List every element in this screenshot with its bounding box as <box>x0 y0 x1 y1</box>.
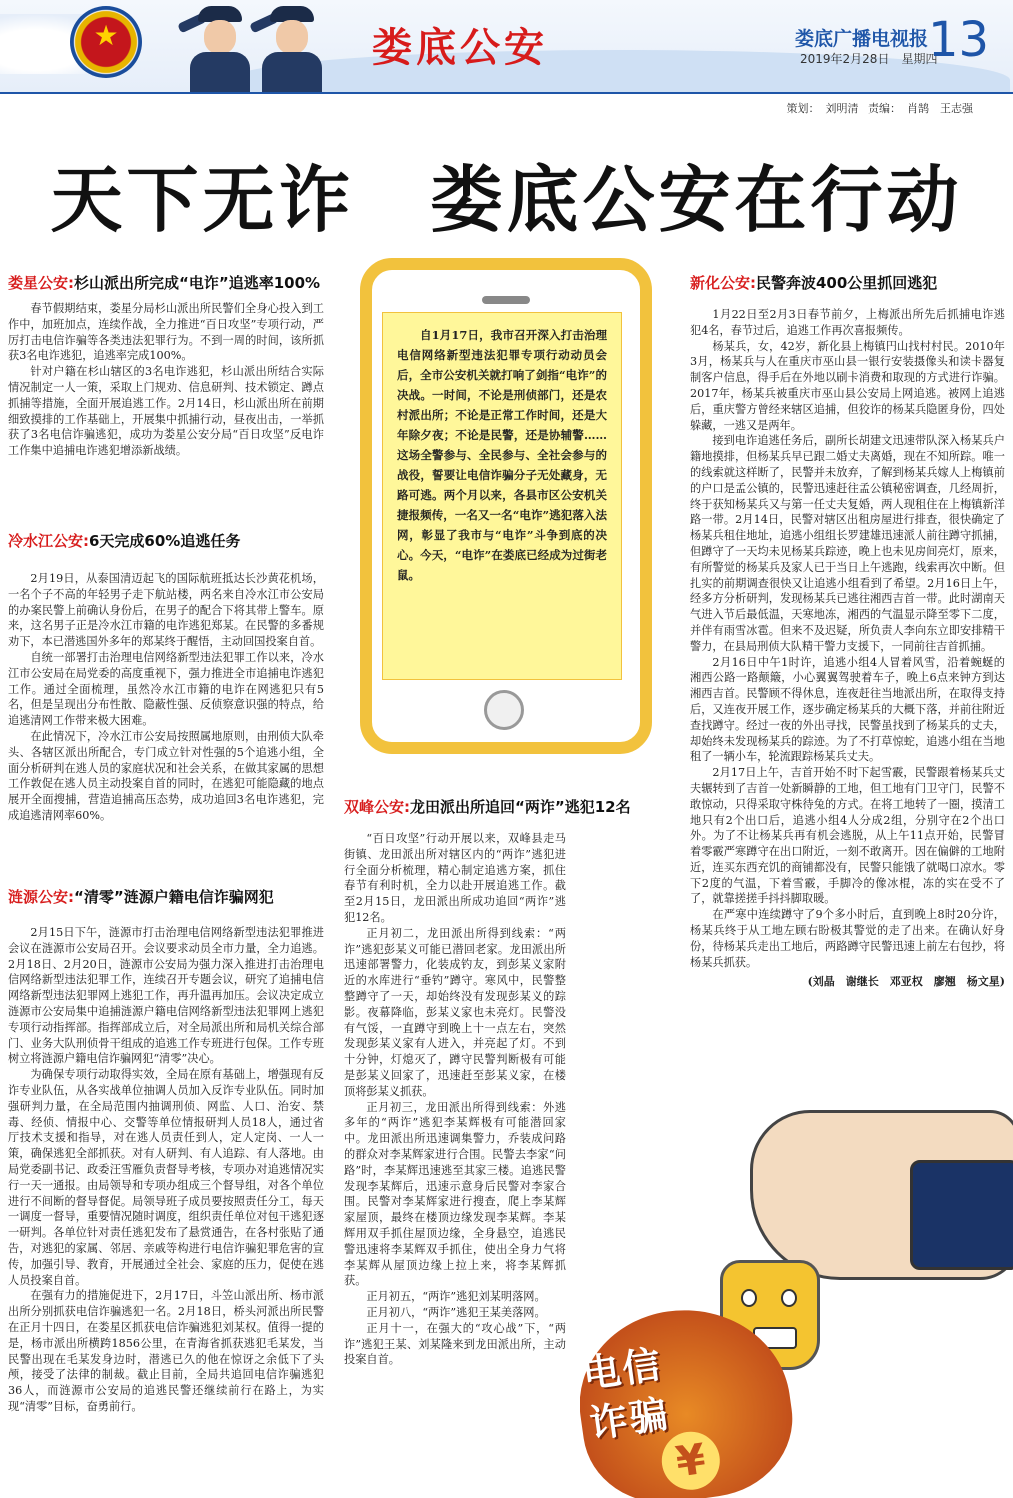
intro-paragraph: 自1月17日，我市召开深入打击治理电信网络新型违法犯罪专项行动动员会后，全市公安机关就打响了剑指“电诈”的决战。一时间，不论是刑侦部门，还是农村派出所；不论是正常工作时间，还是大年除夕夜；不论是民警，还是协辅警……这场全警参与、全民参与、全社会参与的战役，誓要让电信诈骗分子无处藏身，无路可逃。两个月以来，各县市区公安机关捷报频传，一名又一名“电诈”逃犯落入法网，彰显了我市与“电诈”斗争到底的决心。今天，“电诈”在娄底已经成为过街老鼠。 <box>397 328 607 582</box>
paragraph: 正月初三，龙田派出所得到线索：外逃多年的“两诈”逃犯李某辉极有可能潜回家中。龙田派出所迅速调集警力，乔装成问路的群众对李某辉家进行合围。民警去李家“问路”时，李某辉迅速逃至其家三楼。追逃民警发现李某辉后，迅速示意身后民警对李家合围。民警对李某辉家进行搜查，爬上李某辉家屋顶，最终在楼顶边缘发现李某辉。李某辉用双手抓住屋顶边缘，全身悬空，追逃民警迅速将李某辉双手抓住，使出全身力气将李某辉从屋顶边缘上拉上来，将李某辉抓获。 <box>344 1100 566 1288</box>
article-headline: “清零”涟源户籍电信诈骗网犯 <box>74 888 274 906</box>
page-number: 13 <box>928 12 990 68</box>
article-xinhua <box>690 272 1005 990</box>
article-key: 冷水江公安: <box>8 532 89 550</box>
planner: 刘明清 <box>825 102 859 115</box>
male-officer-graphic <box>262 6 322 94</box>
paragraph: “百日攻坚”行动开展以来，双峰县走马街镇、龙田派出所对辖区内的“两诈”逃犯进行全面分析梳理，精心制定追逃方案，抓住春节有利时机，全力以赴开展追逃工作。截至2月15日，龙田派出所成功追回“两诈”逃犯12名。 <box>344 832 566 924</box>
article-title <box>344 796 631 817</box>
paragraph: 在强有力的措施促进下，2月17日，斗笠山派出所、杨市派出所分别抓获电信诈骗逃犯一名。2月18日，桥头河派出所民警在正月十四日，在娄星区抓获电信诈骗逃犯刘某权。值得一提的是，杨市派出所横跨1856公里，在青海省抓获逃犯毛某发，当民警出现在毛某发身边时，潜逃已久的他在惊讶之余低下了头颅，接受了法律的制裁。截止目前，全局共追回电信诈骗逃犯36人，而涟源市公安局的追逃民警还继续前行在路上，为实现“清零”目标，奋勇前行。 <box>8 1289 324 1413</box>
article-title <box>690 272 1005 293</box>
eye-icon <box>781 1289 797 1307</box>
page-banner <box>0 0 1013 94</box>
paragraph: 杨某兵，女，42岁，新化县上梅镇円山找村村民。2010年3月，杨某兵与人在重庆市巫山县一银行安装摄像头和读卡器复制客户信息，得手后在外地以刷卡消费和取现的方式进行诈骗。2017年，杨某兵被重庆市巫山县公安局上网追逃。被网上追逃后，重庆警方曾经来辖区追捕，但狡诈的杨某兵隐匿身份，四处躲藏，一逃又是两年。 <box>690 339 1005 432</box>
paragraph: 2月15日下午，涟源市打击治理电信网络新型违法犯罪推进会议在涟源市公安局召开。会议要求动员全市力量，全力追逃。2月18日、2月20日，涟源市公安局为强力深入推进打击治理电信网络新型违法犯罪工作，连续召开专题会议，研究了追捕电信网络新型违法犯罪网上逃犯工作，再升温再加压。会议决定成立涟源市公安局集中追捕涟源户籍电信网络新型违法犯罪网上逃犯专项行动指挥部。指挥部成立后，对全局派出所和局机关综合部门、业务大队刑侦骨干组成的追逃工作专班进行包保。工作专班树立将涟源户籍电信诈骗网犯“清零”决心。 <box>8 926 324 1066</box>
article-key: 新化公安: <box>690 274 756 292</box>
article-title <box>8 530 324 551</box>
police-emblem-icon <box>70 6 142 78</box>
phone-home-button <box>484 690 524 730</box>
paragraph: 在此情况下，冷水江市公安局按照属地原则，由刑侦大队牵头、各辖区派出所配合，专门成立针对性强的5个追逃小组，全面分析研判在逃人员的家庭状况和社会关系，在做其家属的思想工作敦促在逃人员主动投案自首的同时，在逃犯可能隐藏的地点展开全面搜捕，营造追捕高压态势，成功追回3名电诈逃犯，完成追逃清网率60%。 <box>8 729 324 822</box>
phone-speaker <box>482 296 530 304</box>
paragraph: 正月初二，龙田派出所得到线索：“两诈”逃犯彭某义可能已潜回老家。龙田派出所迅速部署警力，化装成钓友，到彭某义家附近的水库进行“垂钓”蹲守。寒风中，民警整整蹲守了一天，却始终没有发现彭某义的踪影。夜幕降临，彭某义家也未亮灯。民警没有气馁，一直蹲守到晚上十一点左右，突然发现彭某义家有人进入，并亮起了灯。不到十分钟，灯熄灭了，蹲守民警判断极有可能是彭某义回家了，迅速赶至彭某义家，在楼顶将彭某义抓获。 <box>344 926 566 1098</box>
credits <box>781 100 974 116</box>
section-name: 娄底公安 <box>372 25 548 71</box>
police-sleeve-graphic <box>910 1160 1013 1270</box>
bag-text-bottom: 诈骗 <box>586 1391 673 1447</box>
article-shuangfeng <box>344 796 631 1368</box>
article-headline: 6天完成60%追逃任务 <box>89 532 241 550</box>
yen-coin-icon: ¥ <box>658 1428 724 1494</box>
article-headline: 民警奔波400公里抓回逃犯 <box>756 274 938 292</box>
editors: 肖鹄 王志强 <box>907 102 973 115</box>
female-officer-graphic <box>190 6 250 94</box>
paragraph: 为确保专项行动取得实效，全局在原有基础上，增强现有反诈专业队伍，从各实战单位抽调人员加入反诈专业队伍。同时加强研判力量，在全局范围内抽调刑侦、网监、人口、治安、禁毒、经侦、情报中心、交警等单位情报研判人员18人，通过省厅技术支援和指导，对在逃人员责任到人，定人定岗、一人一策，确保逃犯全部抓获。对有人研判、有人追踪、有人落地。由局党委副书记、政委汪雪雁负责督导考核，专项办对追逃情况实行一天一通报。由局领导和专项办组成三个督导组，对各个单位进行不间断的督导督促。局领导班子成员要按照责任分工，每天一调度一督导，重要情况随时调度，组织责任单位对包干逃犯逐一研判。各单位针对责任逃犯发布了悬赏通告，在各村张贴了通告，对逃犯的家属、邻居、亲戚等构进行电信诈骗犯罪危害的宣传，加强引导、教育，开展通过全社会、家庭的压力，促使在逃人员投案自首。 <box>8 1068 324 1287</box>
paragraph: 针对户籍在杉山辖区的3名电诈逃犯，杉山派出所结合实际情况制定一人一策，采取上门规劝、信息研判、技术锁定、蹲点抓捕等措施，全面开展追逃工作。2月14日，杉山派出所在前期细致摸排的工作基础上，开展集中抓捕行动，昼夜出击，一举抓获了3名电信诈骗逃犯，成功为娄星公安分局“百日攻坚”反电诈工作集中追捕电诈逃犯增添新战绩。 <box>8 365 324 458</box>
article-headline: 龙田派出所追回“两诈”逃犯12名 <box>410 798 631 816</box>
article-headline: 杉山派出所完成“电诈”追逃率100% <box>74 274 321 292</box>
plan-label: 策划： <box>786 102 820 115</box>
paragraph: 2月16日中午1时许，追逃小组4人冒着风雪，沿着蜿蜒的湘西公路一路颠簸，小心翼翼驾驶着车子，晚上6点来钟方到达湘西吉首。民警顾不得休息，连夜赶往当地派出所，在取得支持后，又连夜开展工作，逐步确定杨某兵的大概下落，并前往附近查找蹲守。经过一夜的外出寻找，民警虽找到了杨某兵的丈夫，却始终未发现杨某兵的踪迹。为了不打草惊蛇，追逃小组在当地租了一辆小车，轮流跟踪杨某兵丈夫。 <box>690 655 1005 764</box>
phone-screen-text <box>382 312 622 680</box>
eye-icon <box>741 1289 757 1307</box>
paper-name: 娄底广播电视报 <box>795 28 929 50</box>
article-lianyuan <box>8 886 324 1415</box>
anti-fraud-illustration <box>580 1110 1013 1498</box>
paragraph: 1月22日至2月3日春节前夕，上梅派出所先后抓捕电诈逃犯4名，春节过后，追逃工作再次喜报频传。 <box>690 308 1005 337</box>
headline: 天下无诈 娄底公安在行动 <box>50 158 963 242</box>
article-key: 涟源公安: <box>8 888 74 906</box>
editor-label: 责编： <box>868 102 901 115</box>
article-lengshuijiang <box>8 530 324 824</box>
article-title <box>8 272 324 293</box>
paragraph: 正月初八，“两诈”逃犯王某美落网。 <box>366 1305 546 1319</box>
emblem-star-icon: ★ <box>93 19 119 52</box>
paragraph: 春节假期结束，娄星分局杉山派出所民警们全身心投入到工作中，加班加点，连续作战，全力推进“百日攻坚”专项行动，严厉打击电信诈骗等各类违法犯罪行为。不到一周的时间，该所抓获3名电诈逃犯，追逃率完成100%。 <box>8 302 324 363</box>
paragraph: 正月初五，“两诈”逃犯刘某明落网。 <box>366 1290 546 1304</box>
article-title <box>8 886 324 907</box>
phone-graphic <box>360 258 652 754</box>
reporter-signoff: (刘晶 谢继长 邓亚权 廖翘 杨文星) <box>807 975 1005 989</box>
paragraph: 自统一部署打击治理电信网络新型违法犯罪工作以来，冷水江市公安局在局党委的高度重视下，强力推进全市追捕电诈逃犯工作。通过全面梳理，虽然冷水江市籍的电诈在网逃犯只有5名，但是呈现出分布性散、隐蔽性强、反侦察意识强的特点，给追逃清网工作带来极大困难。 <box>8 650 324 728</box>
article-louxing <box>8 272 324 459</box>
paragraph: 2月19日，从泰国清迈起飞的国际航班抵达长沙黄花机场，一名个子不高的年轻男子走下航站楼，两名来自冷水江市公安局的办案民警上前确认身份后，在男子的配合下将其带上警车。原来，这名男子正是冷水江市籍的电诈逃犯郑某。在民警的多番规劝下，本已潜逃国外多年的郑某终于醒悟，主动回国投案自首。 <box>8 572 324 649</box>
article-key: 双峰公安: <box>344 798 410 816</box>
paragraph: 接到电诈追逃任务后，副所长胡建文迅速带队深入杨某兵户籍地摸排，但杨某兵早已跟二婚丈夫离婚，现在不知所踪。唯一的线索就这样断了，民警并未放弃，了解到杨某兵嫁人上梅镇前的户口是孟公镇的，民警迅速赶往孟公镇秘密调查，几经周折，终于获知杨某兵又与第一任丈夫复婚，两人现租住在上梅镇新洋路一带。2月14日，民警对辖区出租房屋进行排查，很快确定了杨某兵租住地址，追逃小组组长罗建雄迅速派人前往蹲守抓捕，但蹲守了一天均未见杨某兵踪迹，晚上也未见房间亮灯，原来，有所警觉的杨某兵及家人已于当日上午逃跑，线索再次中断。但扎实的前期调查很快又让追逃小组看到了希望。2月16日上午，经多方分析研判，发现杨某兵已逃往湘西吉首一带。此时湖南天气进入节后最低温，天寒地冻，湘西的气温显示降至零下二度，并伴有雨雪冰雹。但来不及迟疑，所负责人李向东立即安排精干警力，在县局刑侦大队精干警力支援下，一同前往吉首抓捕。 <box>690 434 1005 653</box>
weekday: 星期四 <box>901 52 938 66</box>
paragraph: 2月17日上午，吉首开始不时下起雪霰，民警跟着杨某兵丈夫辗转到了吉首一处新瞬静的工地，但工地有门卫守门，民警不敢惊动，只得采取守株待兔的方式。在将工地转了一圈，摸清工地只有2个出口后，追逃小组4人分成2组，分别守在2个出口外。为了不让杨某兵再有机会逃脱，从上午11点开始，民警冒着零霰严寒蹲守在出口附近，一刻不敢离开。因在偏僻的工地附近，连买东西充饥的商铺都没有，民警只能饿了就喝口凉水。零下2度的气温，下着雪霰，手脚冷的像冰棍，冻的实在受不了了，就靠搓搓手抖抖脚取暖。 <box>690 766 1005 906</box>
article-key: 娄星公安: <box>8 274 74 292</box>
paper-date <box>800 50 937 67</box>
paragraph: 正月十一，在强大的“攻心战”下，“两诈”逃犯王某、刘某隆来到龙田派出所，主动投案自首。 <box>344 1321 566 1367</box>
paragraph: 在严寒中连续蹲守了9个多小时后，直到晚上8时20分许，杨某兵终于从工地左顾右盼极其警觉的走了出来。在确认好身份，待杨某兵走出工地后，两路蹲守民警迅速上前左右包抄，将杨某兵抓获。 <box>690 908 1005 969</box>
date: 2019年2月28日 <box>800 52 890 66</box>
bag-text-top: 电信 <box>580 1342 666 1397</box>
